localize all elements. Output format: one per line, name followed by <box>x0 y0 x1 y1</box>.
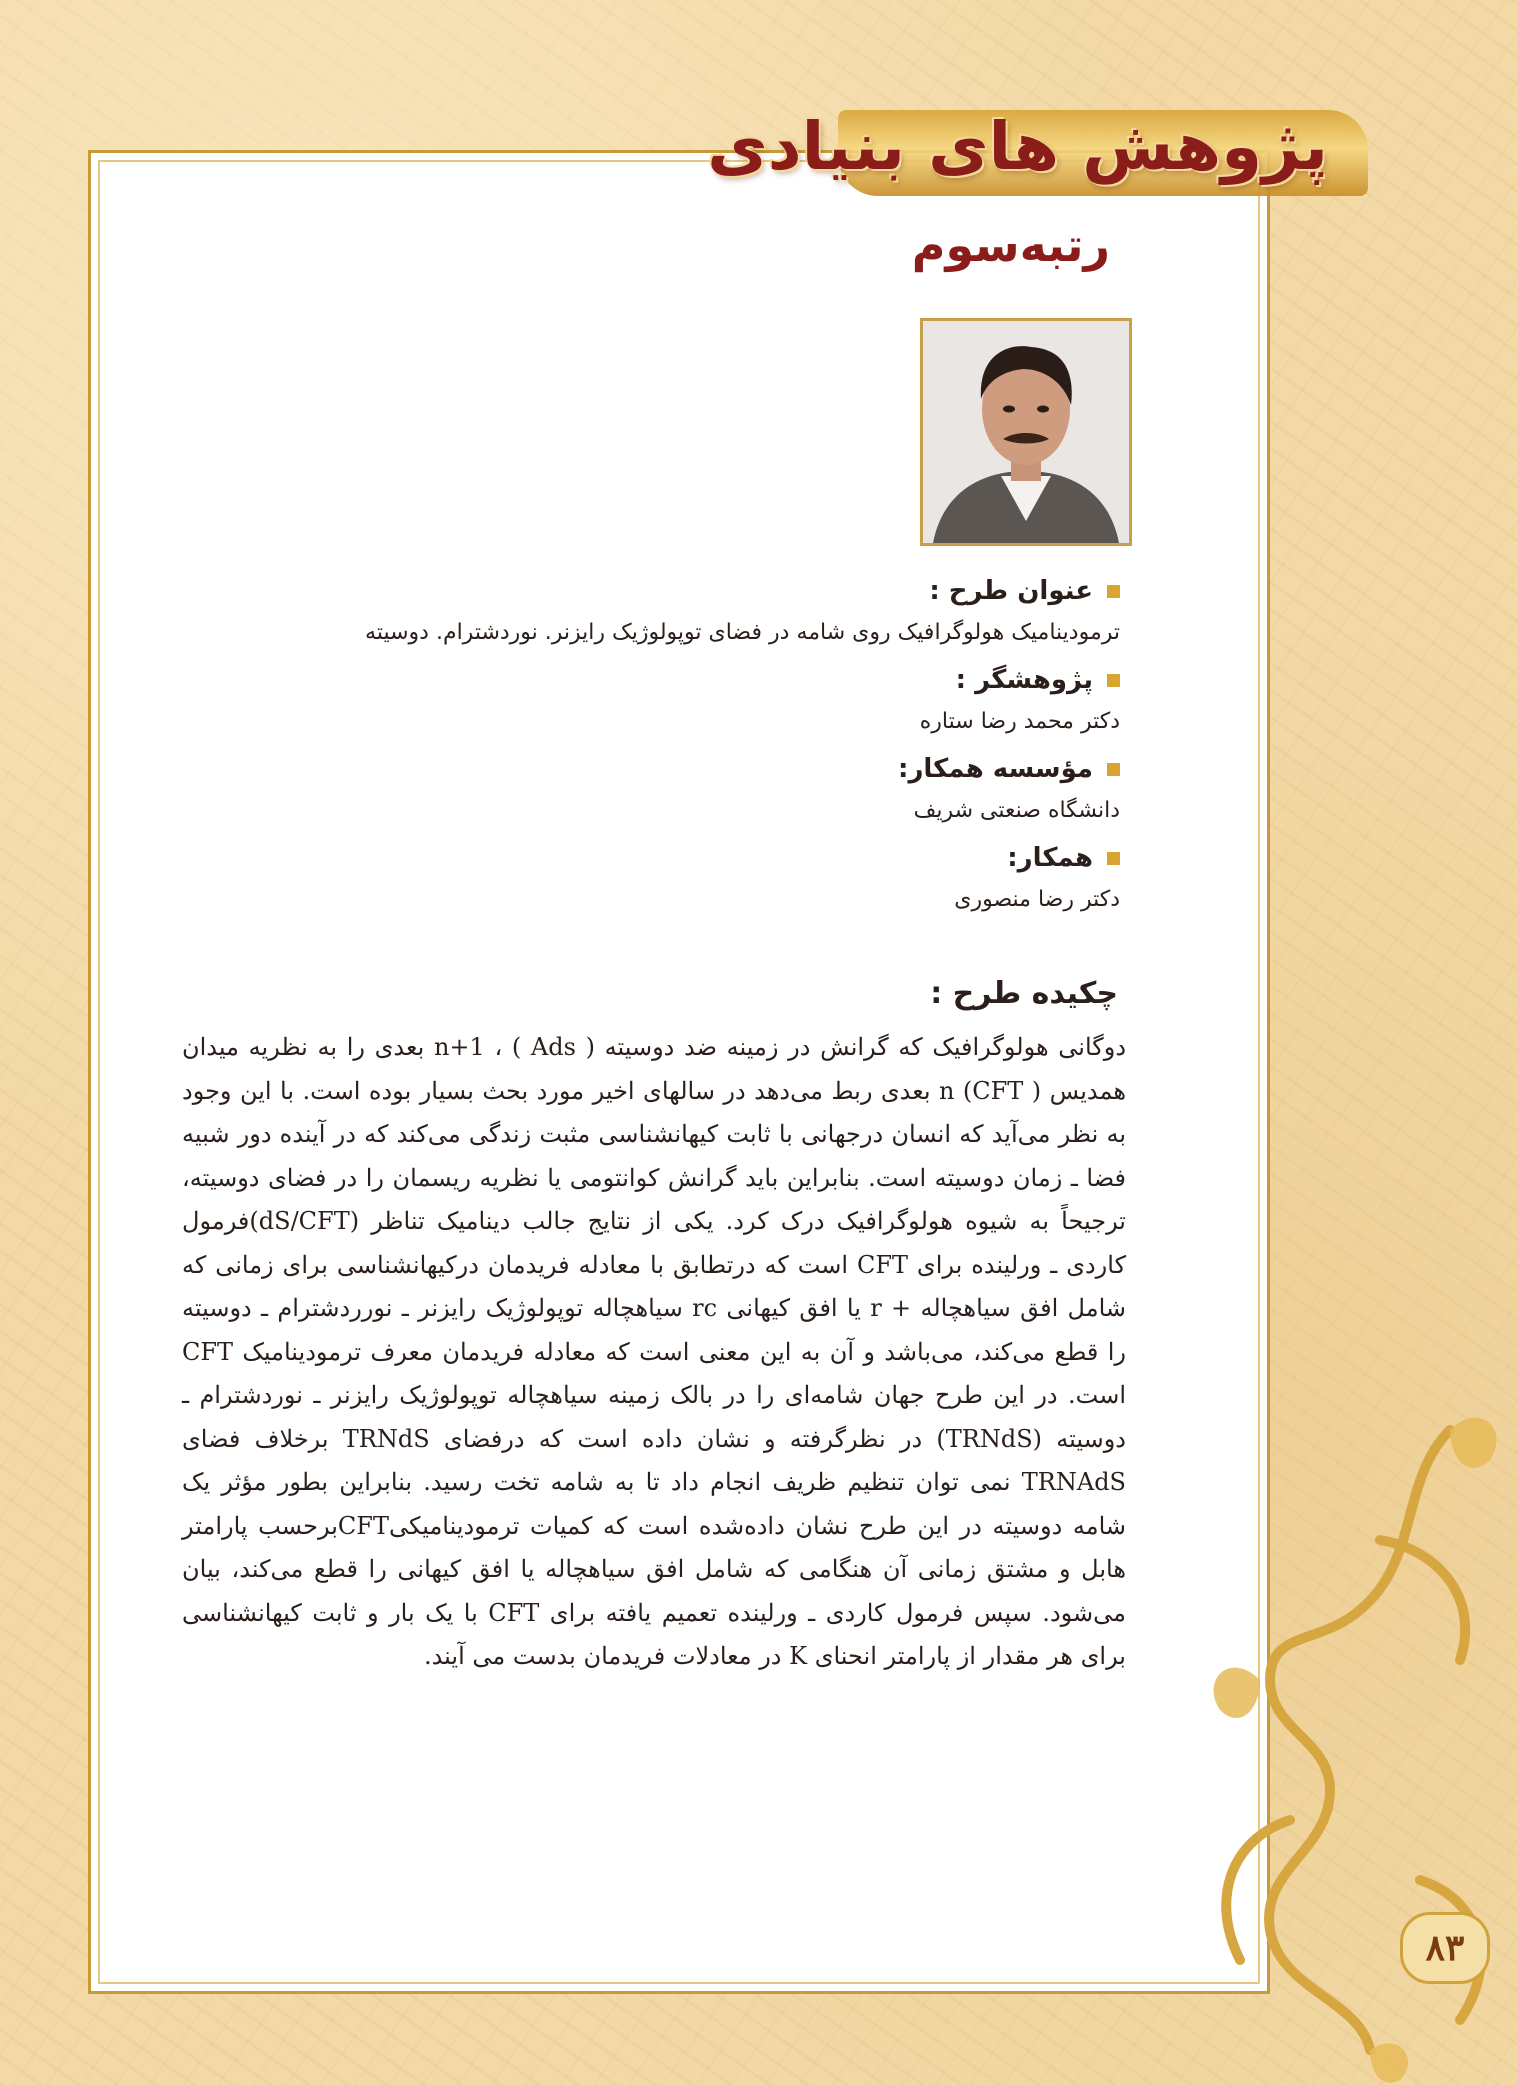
researcher-photo <box>920 318 1132 546</box>
detail-value: دکتر رضا منصوری <box>954 887 1120 912</box>
detail-value: ترمودینامیک هولوگرافیک روی شامه در فضای توپولوژیک رایزنر. نوردشترام. دوسیته <box>365 620 1120 645</box>
project-details <box>220 570 1120 926</box>
page-number: ۸۳ <box>1400 1912 1490 1984</box>
rank-title: رتبه‌سوم <box>911 218 1110 272</box>
abstract-text: دوگانی هولوگرافیک که گرانش در زمینه ضد دوسیته ( Ads ) ، n+1 بعدی را به نظریه میدان همدیس ( n (CFT بعدی ربط می‌دهد در سالهای اخیر مورد بحث بسیار بوده است. با این وجود به نظر می‌آید که انسان درجهانی با ثابت کیهانشناسی مثبت زندگی می‌کند که در آینده دور شبیه فضا ـ زمان دوسیته است. بنابراین باید گرانش کوانتومی یا نظریه ریسمان را در فضای دوسیته، ترجیحاً به شیوه هولوگرافیک درک کرد. یکی از نتایج جالب دینامیک تناظر (dS/CFT)فرمول کاردی ـ ورلینده برای CFT است که درتطابق با معادله فریدمان درکیهانشناسی برای زمانی که شامل افق سیاهچاله + r یا افق کیهانی rc سیاهچاله توپولوژیک رایزنر ـ نورردشترام ـ دوسیته را قطع می‌کند، می‌باشد و آن به این معنی است که معادله فریدمان معرف ترمودینامیک CFT است. در این طرح جهان شامه‌ای را در بالک زمینه سیاهچاله توپولوژیک رایزنر ـ نوردشترام ـ دوسیته (TRNdS) در نظرگرفته و نشان داده است که درفضای TRNdS برخلاف فضای TRNAdS نمی توان تنظیم ظریف انجام داد تا به شامه تخت رسید. بنابراین بطور مؤثر یک شامه دوسیته در این طرح نشان داده‌شده است که کمیات ترمودینامیکیCFTبرحسب پارامتر هابل و مشتق زمانی آن هنگامی که شامل افق سیاهچاله یا افق کیهانی را قطع می‌کند، بیان می‌شود. سپس فرمول کاردی ـ ورلینده تعمیم یافته برای CFT با یک بار و ثابت کیهانشناسی برای هر مقدار از پارامتر انحنای K در معادلات فریدمان بدست می آیند. <box>182 1033 1127 1670</box>
bullet-icon <box>1107 763 1120 776</box>
bullet-icon <box>1107 674 1120 687</box>
detail-collaborator <box>220 837 1120 912</box>
researcher-portrait-icon <box>923 321 1129 543</box>
detail-value: دکتر محمد رضا ستاره <box>919 709 1120 734</box>
detail-label: عنوان طرح : <box>929 576 1093 606</box>
detail-researcher <box>220 659 1120 734</box>
detail-label: پژوهشگر : <box>955 665 1093 695</box>
section-title: پژوهش های بنیادی <box>707 108 1328 185</box>
bullet-icon <box>1107 585 1120 598</box>
detail-institute <box>220 748 1120 823</box>
detail-title <box>220 570 1120 645</box>
bullet-icon <box>1107 852 1120 865</box>
detail-label: مؤسسه همکار: <box>898 754 1093 784</box>
detail-value: دانشگاه صنعتی شریف <box>913 798 1120 823</box>
abstract-title: چکیده طرح : <box>930 976 1118 1011</box>
detail-label: همکار: <box>1007 843 1093 873</box>
